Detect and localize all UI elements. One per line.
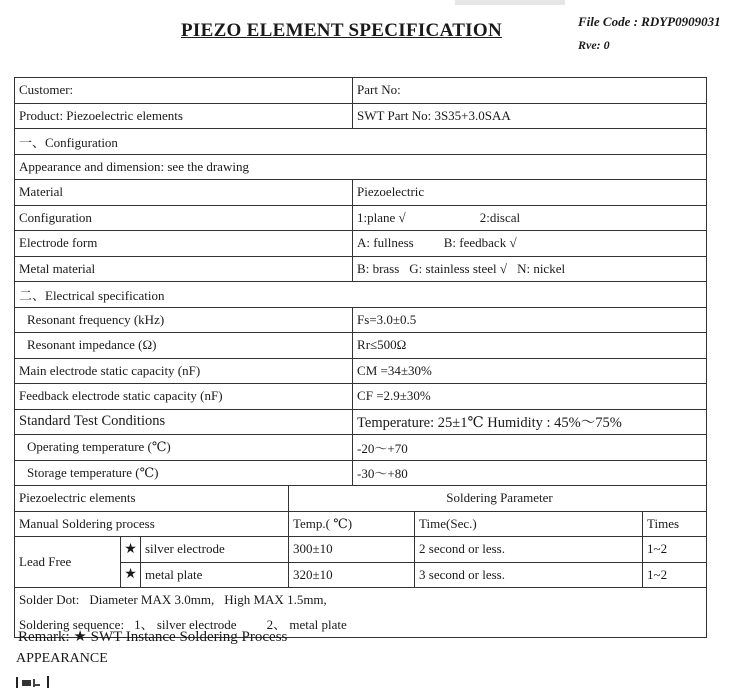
sequence-step-2: 2、 metal plate <box>266 616 347 632</box>
section-configuration: 一、Configuration <box>15 129 707 155</box>
row2-times: 1~2 <box>643 562 707 588</box>
column-temp-header: Temp.( ℃) <box>289 511 415 537</box>
resonant-frequency-label: Resonant frequency (kHz) <box>15 307 353 333</box>
row1-times: 1~2 <box>643 537 707 563</box>
table-row <box>15 537 707 563</box>
operating-temp-label: Operating temperature (℃) <box>15 435 353 461</box>
sequence-step-1: 1、 silver electrode <box>134 616 237 632</box>
scan-artifact <box>455 0 565 5</box>
solder-high: High MAX 1.5mm, <box>224 592 327 607</box>
feedback-capacity-label: Feedback electrode static capacity (nF) <box>15 384 353 410</box>
soldering-parameter-header: Soldering Parameter <box>289 486 707 512</box>
resonant-frequency-value: Fs=3.0±0.5 <box>353 307 707 333</box>
appearance-dimension: Appearance and dimension: see the drawing <box>15 154 707 180</box>
table-row <box>15 282 707 308</box>
page-title: PIEZO ELEMENT SPECIFICATION <box>181 20 502 41</box>
table-row <box>15 486 707 512</box>
metal-option-3: N: nickel <box>517 260 566 276</box>
operating-temp-value: -20～+70 <box>353 435 707 461</box>
electrode-option-1: A: fullness <box>357 235 414 251</box>
metal-material-value <box>353 256 707 282</box>
file-code: File Code : RDYP0909031 <box>578 14 721 29</box>
swt-part-no: SWT Part No: 3S35+3.0SAA <box>353 103 707 129</box>
table-row <box>15 307 707 333</box>
row2-time: 3 second or less. <box>415 562 643 588</box>
resonant-impedance-value: Rr≤500Ω <box>353 333 707 359</box>
resonant-impedance-label: Resonant impedance (Ω) <box>15 333 353 359</box>
row1-temp: 300±10 <box>289 537 415 563</box>
table-row <box>15 205 707 231</box>
table-row <box>15 256 707 282</box>
appearance-heading: APPEARANCE <box>16 651 108 666</box>
electrode-form-label: Electrode form <box>15 231 353 257</box>
piezo-elements-label: Piezoelectric elements <box>15 486 289 512</box>
solder-diameter: Diameter MAX 3.0mm, <box>89 592 215 607</box>
column-times-header: Times <box>643 511 707 537</box>
star-icon: ★ <box>121 537 141 563</box>
standard-test-label: Standard Test Conditions <box>15 409 353 435</box>
table-row <box>15 154 707 180</box>
config-option-2: 2:discal <box>479 209 521 225</box>
config-option-1: 1:plane √ <box>357 209 406 225</box>
soldering-sequence-label: Soldering sequence: <box>19 616 125 632</box>
table-row <box>15 460 707 486</box>
material-label: Material <box>15 180 353 206</box>
spec-table <box>14 77 707 638</box>
table-row <box>15 180 707 206</box>
metal-material-label: Metal material <box>15 256 353 282</box>
table-row <box>15 333 707 359</box>
customer-label: Customer: <box>15 78 353 104</box>
row1-time: 2 second or less. <box>415 537 643 563</box>
table-row <box>15 129 707 155</box>
metal-option-2: G: stainless steel √ <box>409 260 508 276</box>
material-value: Piezoelectric <box>353 180 707 206</box>
electrode-option-2: B: feedback √ <box>443 235 517 251</box>
electrode-form-value <box>353 231 707 257</box>
table-row <box>15 358 707 384</box>
main-capacity-value: CM =34±30% <box>353 358 707 384</box>
star-icon: ★ <box>121 562 141 588</box>
solder-dot-label: Solder Dot: <box>19 592 80 607</box>
standard-test-value: Temperature: 25±1℃ Humidity : 45%～75% <box>353 409 707 435</box>
section-electrical: 二、Electrical specification <box>15 282 707 308</box>
storage-temp-label: Storage temperature (℃) <box>15 460 353 486</box>
metal-option-1: B: brass <box>357 260 400 276</box>
configuration-label: Configuration <box>15 205 353 231</box>
table-row <box>15 384 707 410</box>
main-capacity-label: Main electrode static capacity (nF) <box>15 358 353 384</box>
drawing-fragment <box>16 675 76 689</box>
revision: Rve: 0 <box>578 38 610 52</box>
row1-item: silver electrode <box>141 537 289 563</box>
configuration-value <box>353 205 707 231</box>
feedback-capacity-value: CF =2.9±30% <box>353 384 707 410</box>
manual-soldering-label: Manual Soldering process <box>15 511 289 537</box>
row2-temp: 320±10 <box>289 562 415 588</box>
product-label: Product: Piezoelectric elements <box>15 103 353 129</box>
part-no-label: Part No: <box>353 78 707 104</box>
table-row <box>15 78 707 104</box>
row2-item: metal plate <box>141 562 289 588</box>
remark: Remark: ★ SWT Instance Soldering Process <box>18 629 288 645</box>
table-row <box>15 435 707 461</box>
table-row <box>15 511 707 537</box>
table-row <box>15 231 707 257</box>
table-row <box>15 409 707 435</box>
storage-temp-value: -30～+80 <box>353 460 707 486</box>
table-row <box>15 103 707 129</box>
column-time-header: Time(Sec.) <box>415 511 643 537</box>
lead-free-label: Lead Free <box>15 537 121 588</box>
